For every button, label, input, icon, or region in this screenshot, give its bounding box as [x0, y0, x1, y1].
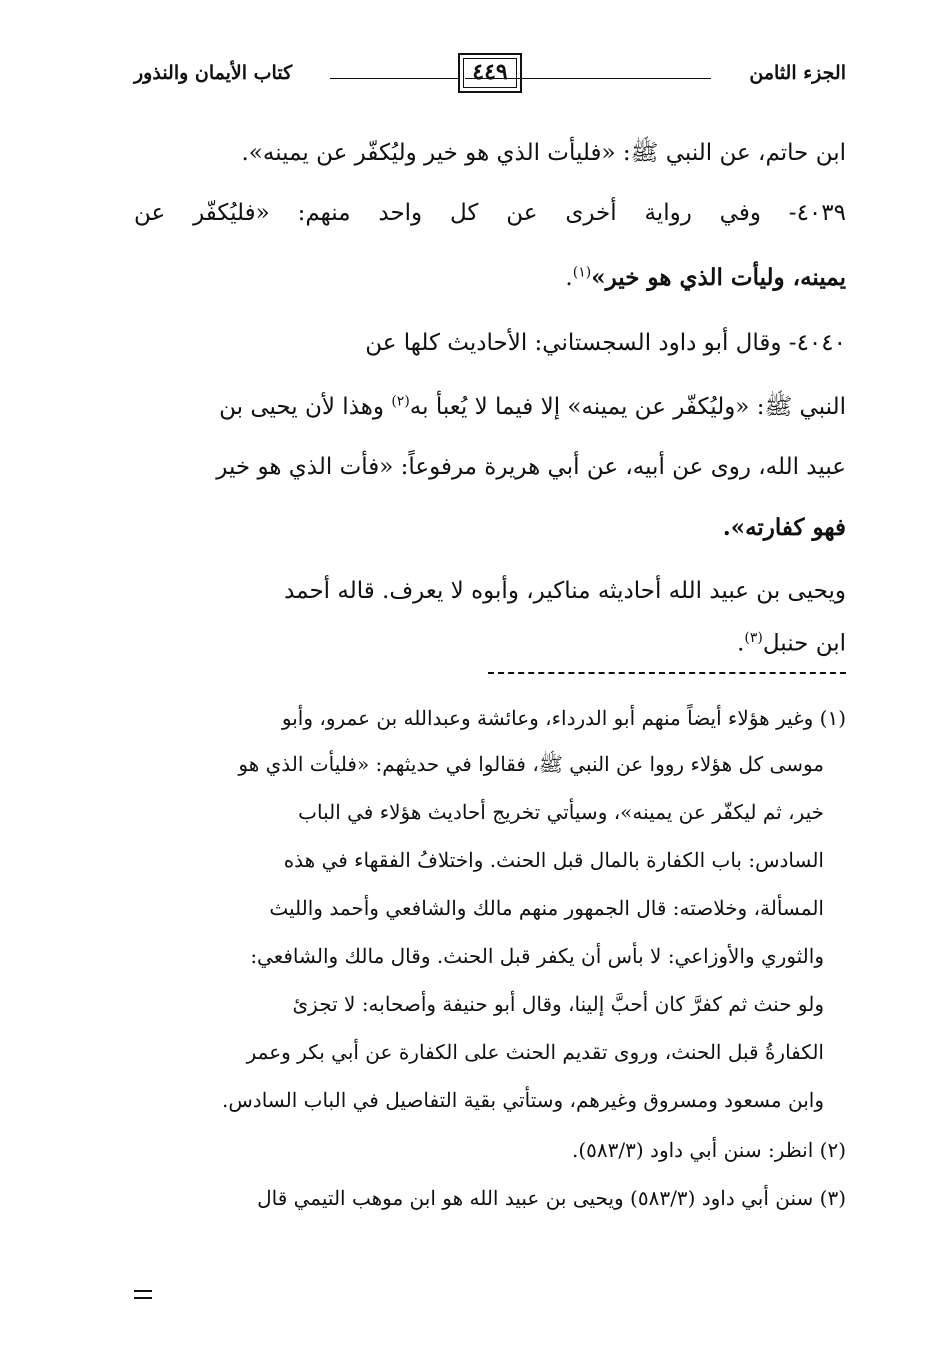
footnote-separator	[488, 672, 846, 674]
hadith-4040-line-4: فهو كفارته».	[722, 514, 846, 541]
page-number: ٤٤٩	[458, 53, 522, 93]
footnote-1-line-3: خير، ثم ليكفّر عن يمينه»، وسيأتي تخريج أحاديث هؤلاء في الباب	[298, 800, 824, 824]
hadith-4040-line-2: النبي ﷺ: «وليُكفّر عن يمينه» إلا فيما لا يُعبأ به$^{(٢)}$ وهذا لأن يحيى بن	[219, 393, 846, 420]
footnote-ref-2: (٢)	[391, 393, 410, 410]
continuation-mark	[134, 1290, 152, 1304]
yahya-line-1: ويحيى بن عبيد الله أحاديثه مناكير، وأبوه لا يعرف. قاله أحمد	[284, 578, 846, 604]
running-header	[134, 52, 846, 102]
footnote-3: (٣) سنن أبي داود (٥٨٣/٣) ويحيى بن عبيد الله هو ابن موهب التيمي قال	[257, 1186, 846, 1210]
footnote-1-line-4: السادس: باب الكفارة بالمال قبل الحنث. واختلافُ الفقهاء في هذه	[283, 848, 824, 872]
hadith-4040-line-3: عبيد الله، روى عن أبيه، عن أبي هريرة مرفوعاً: «فأت الذي هو خير	[216, 454, 846, 480]
header-part: الجزء الثامن	[749, 62, 846, 84]
footnote-1-line-1: (١) وغير هؤلاء أيضاً منهم أبو الدرداء، وعائشة وعبدالله بن عمرو، وأبو	[281, 706, 846, 730]
footnote-1-line-8: الكفارةُ قبل الحنث، وروى تقديم الحنث على الكفارة عن أبي بكر وعمر	[246, 1040, 824, 1064]
footnote-2: (٢) انظر: سنن أبي داود (٥٨٣/٣).	[572, 1138, 846, 1162]
footnote-1-line-5: المسألة، وخلاصته: قال الجمهور منهم مالك والشافعي وأحمد والليث	[269, 896, 824, 920]
hadith-4039-text: يمينه، وليأت الذي هو خير»	[591, 264, 846, 291]
main-line-1: ابن حاتم، عن النبي ﷺ: «فليأت الذي هو خير وليُكفّر عن يمينه».	[241, 140, 846, 166]
header-book-title: كتاب الأيمان والنذور	[134, 62, 293, 84]
hadith-4039-line-1: ٤٠٣٩- وفي رواية أخرى عن كل واحد منهم: «فليُكفّر عن	[134, 200, 846, 226]
hadith-4040-line-1: ٤٠٤٠- وقال أبو داود السجستاني: الأحاديث كلها عن	[365, 330, 846, 356]
header-rule-left	[330, 78, 458, 79]
footnote-1-line-9: وابن مسعود ومسروق وغيرهم، وستأتي بقية التفاصيل في الباب السادس.	[222, 1088, 824, 1112]
footnote-ref-3: (٣)	[744, 630, 763, 646]
footnote-1-line-7: ولو حنث ثم كفرَّ كان أحبَّ إلينا، وقال أبو حنيفة وأصحابه: لا تجزئ	[292, 992, 824, 1016]
yahya-line-2: ابن حنبل$^{(٣)}$.	[737, 630, 846, 657]
hadith-4039-line-2: يمينه، وليأت الذي هو خير»$^{(١)}$.	[565, 264, 846, 291]
footnote-ref-1: (١)	[572, 264, 592, 281]
footnote-1-line-6: والثوري والأوزاعي: لا بأس أن يكفر قبل الحنث. وقال مالك والشافعي:	[250, 944, 824, 968]
footnote-1-line-2: موسى كل هؤلاء رووا عن النبي ﷺ، فقالوا في حديثهم: «فليأت الذي هو	[238, 752, 824, 776]
